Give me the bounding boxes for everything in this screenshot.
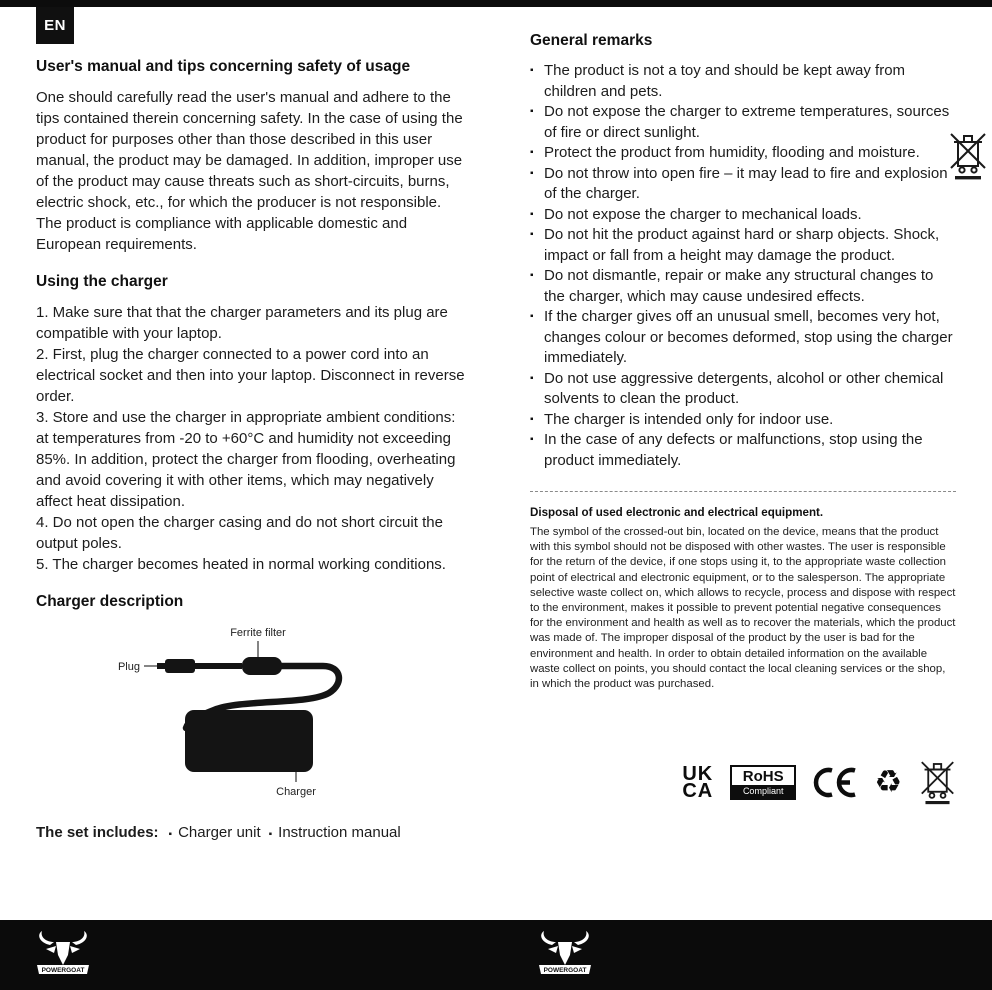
using-step: 5. The charger becomes heated in normal working conditions. [36, 556, 446, 573]
remark-item: ▪ The product is not a toy and should be kept away from children and pets. [530, 61, 956, 102]
top-edge-bar [0, 0, 992, 7]
set-includes-line [36, 824, 468, 841]
remark-item: ▪ Protect the product from humidity, flooding and moisture. [530, 143, 956, 164]
general-remarks-list [530, 61, 956, 471]
square-bullet-icon: ▪ [530, 434, 534, 445]
square-bullet-icon: ▪ [530, 208, 534, 220]
square-bullet-icon: ▪ [530, 372, 534, 384]
weee-crossed-bin-icon [919, 758, 956, 807]
remark-item: ▪ Do not dismantle, repair or make any structural changes to the charger, which may cause undesired effects. [530, 266, 956, 307]
goat-head [56, 942, 70, 965]
remark-item: ▪ If the charger gives off an unusual smell, becomes very hot, changes colour or becomes deformed, stop using the charger immediately. [530, 307, 956, 369]
using-step: 1. Make sure that that the charger parameters and its plug are compatible with your laptop. [36, 304, 448, 342]
remark-item: ▪ Do not throw into open fire – it may lead to fire and explosion of the charger. [530, 164, 956, 205]
plug-body [165, 659, 195, 673]
square-bullet-icon: ▪ [530, 65, 534, 76]
right-column [530, 0, 956, 841]
square-bullet-icon: ▪ [530, 167, 534, 179]
remark-item: ▪ In the case of any defects or malfunctions, stop using the product immediately. [530, 430, 956, 471]
label-ferrite-filter: Ferrite filter [230, 627, 286, 639]
square-bullet-icon: ▪ [530, 147, 534, 158]
using-steps [36, 302, 468, 575]
plug-tip [157, 663, 165, 669]
square-bullet-icon: ▪ [268, 829, 273, 840]
heading-using-charger: Using the charger [36, 273, 168, 290]
remark-item: ▪ Do not expose the charger to mechanical loads. [530, 205, 956, 226]
set-includes-label: The set includes: [36, 824, 159, 841]
rohs-compliant-text: Compliant [732, 785, 794, 798]
left-column [36, 0, 468, 841]
rohs-text: RoHS [742, 768, 784, 786]
powergoat-logo [34, 929, 92, 984]
square-bullet-icon: ▪ [530, 413, 534, 425]
footer-bar [0, 920, 992, 990]
ukca-top-text: UK [682, 762, 714, 785]
ce-mark-icon [813, 767, 857, 798]
powergoat-wordmark: POWERGOAT [543, 967, 587, 974]
square-bullet-icon: ▪ [530, 106, 534, 117]
disposal-heading: Disposal of used electronic and electrical equipment. [530, 506, 824, 519]
heading-charger-description: Charger description [36, 593, 184, 610]
remark-item: ▪ Do not expose the charger to extreme temperatures, sources of fire or direct sunlight. [530, 102, 956, 143]
goat-horn-left [39, 931, 54, 945]
goat-horn-right [72, 931, 87, 945]
powergoat-logo [536, 929, 594, 984]
intro-paragraph: One should carefully read the user's manual and adhere to the tips contained therein concerning safety. In the case of using the product for purposes other than those described in this user manual, the product may be damaged. In addition, improper use of the product may cause threats such as short-circuits, burns, electric shock, etc., for which the producer is not responsible. The product is compliance with applicable domestic and European requirements. [36, 89, 463, 253]
charger-body [185, 710, 313, 772]
square-bullet-icon: ▪ [530, 229, 534, 240]
using-step: 2. First, plug the charger connected to a power cord into an electrical socket and then into your laptop. Disconnect in reverse order. [36, 346, 465, 405]
using-step: 3. Store and use the charger in appropriate ambient conditions: at temperatures from -20 to +60°C and humidity not exceeding 85%. In addition, protect the charger from flooding, overheating and avoid covering it with other items, which may negatively affect heat dissipation. [36, 409, 456, 510]
label-charger: Charger [276, 786, 316, 798]
label-plug: Plug [117, 661, 140, 673]
weee-crossed-bin-icon [948, 130, 988, 182]
square-bullet-icon: ▪ [530, 270, 534, 281]
ferrite-filter-shape [242, 657, 282, 675]
set-includes-items [169, 824, 409, 841]
heading-general-remarks: General remarks [530, 32, 653, 49]
certification-marks [530, 758, 956, 807]
set-item: ▪ Instruction manual [268, 824, 401, 841]
dashed-divider [530, 491, 956, 492]
disposal-body: The symbol of the crossed-out bin, located on the device, means that the product with this symbol should not be disposed with other wastes. The user is responsible for the return of the device, if one stops using it, to the appropriate waste collection point of electrical and electronic equipment, or to the salesperson. The appropriate selective waste collect on, which allows to recycle, process and dispose with respect to the environment, makes it possible to prevent potential negative consequences for the environment and health as well as to recover the materials, which the product was made of. The improper disposal of the product by the user is bad for the environment and health. In order to obtain detailed information on the available waste collect on points, you should contact the local cleaning services or the shop, in which the product was purchased. [530, 526, 956, 691]
ukca-bottom-text: CA [682, 779, 714, 802]
recycling-icon: ♻ [874, 764, 902, 801]
square-bullet-icon: ▪ [168, 829, 173, 840]
ukca-mark [682, 762, 714, 802]
remark-item: ▪ The charger is intended only for indoor use. [530, 410, 956, 431]
set-item: ▪ Charger unit [168, 824, 261, 841]
remark-item: ▪ Do not hit the product against hard or sharp objects. Shock, impact or fall from a height may damage the product. [530, 225, 956, 266]
charger-diagram [36, 622, 456, 808]
powergoat-wordmark: POWERGOAT [41, 967, 85, 974]
language-badge: EN [36, 7, 74, 44]
heading-users-manual: User's manual and tips concerning safety of usage [36, 58, 411, 75]
using-step: 4. Do not open the charger casing and do not short circuit the output poles. [36, 514, 443, 552]
square-bullet-icon: ▪ [530, 311, 534, 322]
rohs-mark [730, 765, 796, 800]
remark-item: ▪ Do not use aggressive detergents, alcohol or other chemical solvents to clean the product. [530, 369, 956, 410]
